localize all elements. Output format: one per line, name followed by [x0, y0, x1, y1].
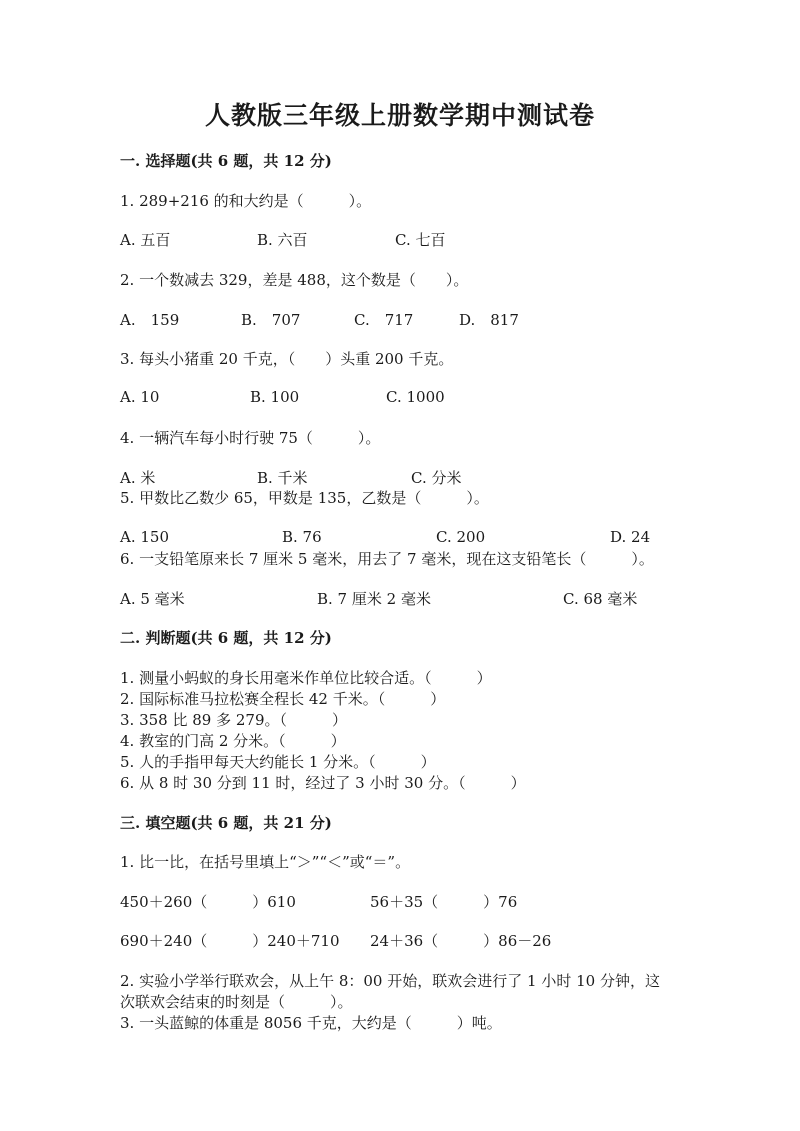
question-stem: 3. 每头小猪重 20 千克，（ ）头重 200 千克。 [120, 350, 454, 368]
comparison-expression: 690＋240（ ）240＋710 [120, 932, 340, 950]
option: D. 24 [610, 528, 651, 546]
statement-item: 1. 测量小蚂蚁的身长用毫米作单位比较合适。（ ） [120, 669, 492, 687]
option: A. 米 [120, 469, 156, 487]
question-stem: 1. 比一比，在括号里填上“＞”“＜”或“＝”。 [120, 853, 411, 871]
option: C. 七百 [395, 231, 446, 249]
comparison-expression: 450＋260（ ）610 [120, 893, 296, 911]
section-heading-judgement: 二. 判断题(共 6 题，共 12 分) [120, 629, 332, 647]
option: C. 717 [354, 311, 414, 329]
option: A. 159 [120, 311, 180, 329]
statement-item: 4. 教室的门高 2 分米。（ ） [120, 732, 346, 750]
section-heading-fill: 三. 填空题(共 6 题，共 21 分) [120, 814, 332, 832]
statement-item: 2. 国际标准马拉松赛全程长 42 千米。（ ） [120, 690, 446, 708]
section-heading-choice: 一. 选择题(共 6 题，共 12 分) [120, 152, 332, 170]
option: A. 10 [120, 388, 160, 406]
option: C. 1000 [386, 388, 445, 406]
option: A. 150 [120, 528, 169, 546]
comparison-expression: 56＋35（ ）76 [370, 893, 518, 911]
option: C. 200 [436, 528, 486, 546]
page-title: 人教版三年级上册数学期中测试卷 [204, 101, 595, 130]
option: A. 5 毫米 [120, 590, 185, 608]
option: B. 六百 [257, 231, 308, 249]
option: C. 68 毫米 [563, 590, 638, 608]
statement-item: 6. 从 8 时 30 分到 11 时，经过了 3 小时 30 分。（ ） [120, 774, 526, 792]
question-stem: 3. 一头蓝鲸的体重是 8056 千克，大约是（ ）吨。 [120, 1014, 502, 1032]
statement-item: 5. 人的手指甲每天大约能长 1 分米。（ ） [120, 753, 436, 771]
option: B. 76 [282, 528, 322, 546]
comparison-expression: 24＋36（ ）86－26 [370, 932, 552, 950]
question-stem: 6. 一支铅笔原来长 7 厘米 5 毫米，用去了 7 毫米，现在这支铅笔长（ ）。 [120, 550, 654, 568]
option: C. 分米 [411, 469, 462, 487]
statement-item: 3. 358 比 89 多 279。（ ） [120, 711, 348, 729]
option: B. 千米 [257, 469, 308, 487]
option: A. 五百 [120, 231, 171, 249]
question-stem: 2. 一个数减去 329，差是 488，这个数是（ ）。 [120, 271, 469, 289]
option: D. 817 [459, 311, 519, 329]
question-stem: 5. 甲数比乙数少 65，甲数是 135，乙数是（ ）。 [120, 489, 489, 507]
question-stem-continued: 次联欢会结束的时刻是（ ）。 [120, 993, 353, 1011]
question-stem: 2. 实验小学举行联欢会，从上午 8：00 开始，联欢会进行了 1 小时 10 分钟，这 [120, 972, 660, 990]
question-stem: 4. 一辆汽车每小时行驶 75（ ）。 [120, 429, 381, 447]
option: B. 707 [241, 311, 301, 329]
option: B. 100 [250, 388, 300, 406]
question-stem: 1. 289+216 的和大约是（ ）。 [120, 192, 372, 210]
option: B. 7 厘米 2 毫米 [317, 590, 431, 608]
